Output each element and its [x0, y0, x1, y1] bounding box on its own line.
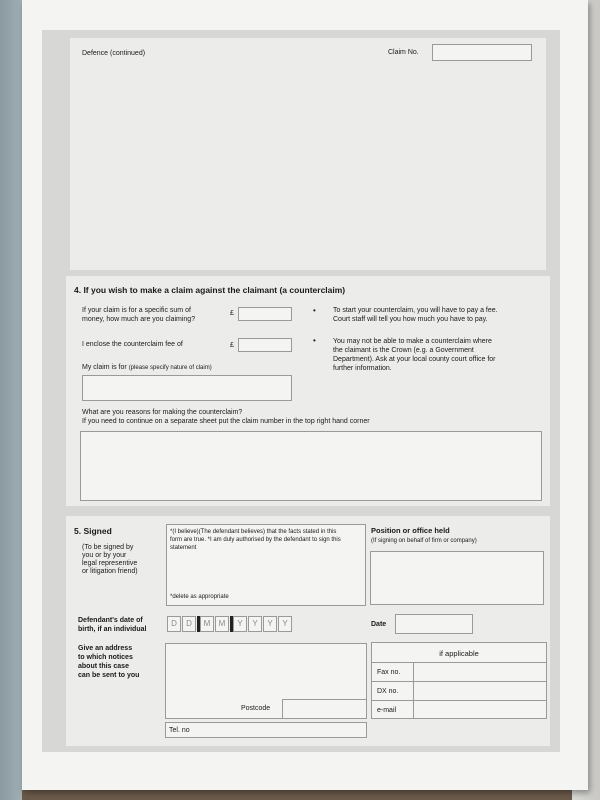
reasons-field[interactable] — [80, 431, 542, 501]
delete-note: *delete as appropriate — [170, 594, 229, 600]
dob-year-1[interactable]: Y — [233, 616, 247, 632]
position-field[interactable] — [370, 551, 544, 605]
dob-day-2[interactable]: D — [182, 616, 196, 632]
tel-label: Tel. no — [169, 727, 190, 734]
background-left — [0, 0, 22, 800]
bullet-1: • — [313, 306, 316, 315]
dob-day-1[interactable]: D — [167, 616, 181, 632]
dob-label-2: birth, if an individual — [78, 626, 147, 633]
bullet-2: • — [313, 336, 316, 345]
statement-line-1: *(I believe)(The defendant believes) that the facts stated in this — [170, 529, 337, 535]
defence-section — [70, 38, 546, 270]
contact-details-table — [371, 642, 547, 719]
dob-label-1: Defendant's date of — [78, 617, 143, 624]
address-label-4: can be sent to you — [78, 672, 140, 679]
signed-heading: 5. Signed — [74, 526, 112, 536]
signed-note-3: legal representive — [82, 560, 138, 567]
signed-note-1: (To be signed by — [82, 544, 134, 551]
specific-sum-label-1: If your claim is for a specific sum of — [82, 307, 191, 314]
dx-label: DX no. — [377, 688, 399, 695]
claim-for-text: My claim is for — [82, 364, 127, 371]
position-note: (If signing on behalf of firm or company) — [371, 538, 477, 544]
if-applicable-label: if applicable — [439, 649, 479, 658]
fee-currency-symbol: £ — [230, 342, 234, 349]
signed-note-4: or litigation friend) — [82, 568, 138, 575]
claim-for-note: (please specify nature of claim) — [128, 365, 212, 371]
claim-amount-field[interactable] — [238, 307, 292, 321]
defence-continued-label: Defence (continued) — [82, 50, 146, 57]
dob-year-2[interactable]: Y — [248, 616, 262, 632]
crown-info-line-1: You may not be able to make a counterclaim where — [333, 338, 492, 345]
fee-amount-field[interactable] — [238, 338, 292, 352]
position-heading: Position or office held — [371, 526, 450, 535]
statement-line-2: form are true. *I am duly authorised by the defendant to sign this — [170, 537, 341, 543]
dob-year-3[interactable]: Y — [263, 616, 277, 632]
reasons-question: What are you reasons for making the counterclaim? — [82, 409, 243, 416]
enclose-fee-label: I enclose the counterclaim fee of — [82, 341, 183, 348]
address-label-2: to which notices — [78, 654, 133, 661]
reasons-instruction: If you need to continue on a separate sheet put the claim number in the top right hand corner — [82, 418, 370, 425]
postcode-field[interactable] — [282, 699, 367, 719]
tel-field[interactable] — [165, 722, 367, 738]
claim-no-field[interactable] — [432, 44, 532, 61]
currency-symbol: £ — [230, 310, 234, 317]
date-label: Date — [371, 621, 387, 628]
claim-no-label: Claim No. — [388, 49, 419, 56]
date-field[interactable] — [395, 614, 473, 634]
counterclaim-heading: 4. If you wish to make a claim against the claimant (a counterclaim) — [74, 285, 346, 295]
crown-info-line-4: further information. — [333, 365, 392, 372]
dx-field[interactable] — [414, 682, 547, 700]
statement-line-3: statement — [170, 545, 197, 551]
fax-field[interactable] — [414, 663, 547, 681]
crown-info-line-3: Department). Ask at your local county court office for — [333, 356, 496, 363]
email-label: e-mail — [377, 707, 397, 714]
address-label-1: Give an address — [78, 645, 133, 652]
postcode-label: Postcode — [241, 705, 271, 712]
dob-month-1[interactable]: M — [200, 616, 214, 632]
fee-info-line-2: Court staff will tell you how much you have to pay. — [333, 316, 488, 323]
crown-info-line-2: the claimant is the Crown (e.g. a Government — [333, 347, 474, 354]
claim-for-label — [82, 363, 212, 373]
dob-year-4[interactable]: Y — [278, 616, 292, 632]
claim-nature-field[interactable] — [82, 375, 292, 401]
address-label-3: about this case — [78, 663, 129, 670]
email-field[interactable] — [414, 701, 547, 719]
signed-note-2: you or by your — [82, 552, 127, 559]
fax-label: Fax no. — [377, 669, 401, 676]
dob-month-2[interactable]: M — [215, 616, 229, 632]
fee-info-line-1: To start your counterclaim, you will have to pay a fee. — [333, 307, 498, 314]
specific-sum-label-2: money, how much are you claiming? — [82, 316, 196, 323]
